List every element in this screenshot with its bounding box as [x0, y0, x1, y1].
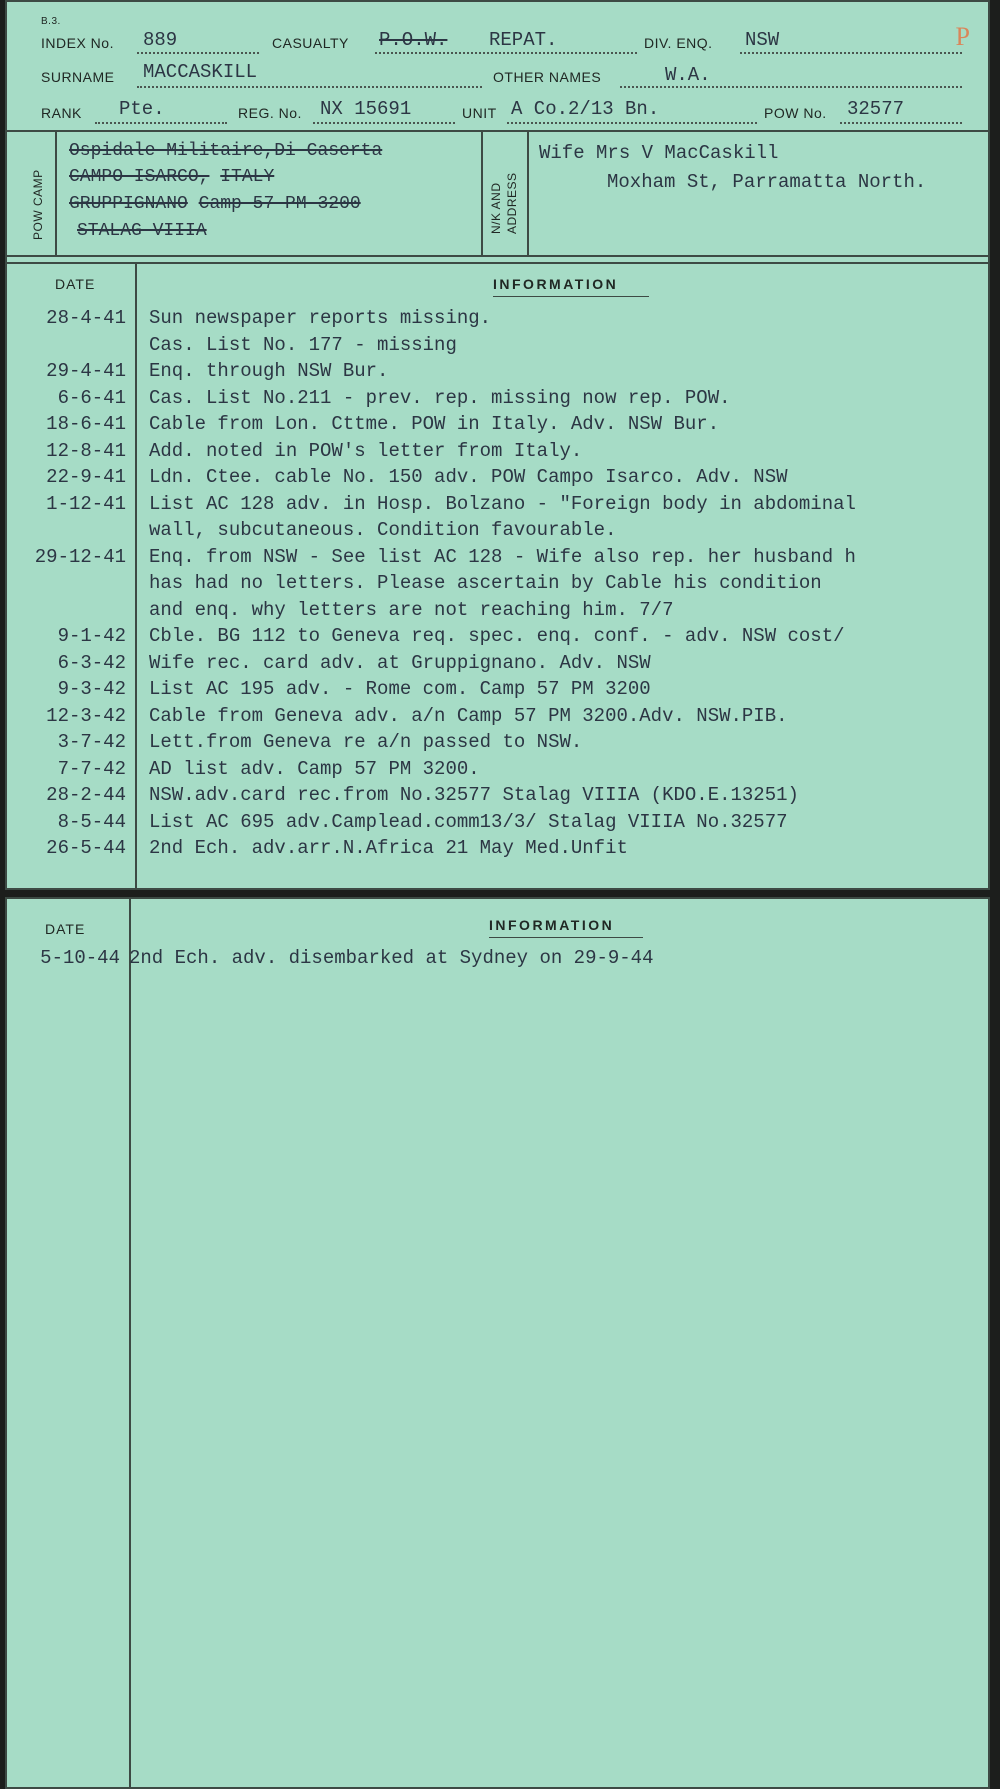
entry-row — [7, 519, 990, 543]
form-code: B.3. — [41, 16, 61, 27]
entry-row — [7, 625, 990, 649]
entry-text: Sun newspaper reports missing. — [149, 307, 492, 329]
entry-text: 2nd Ech. adv. disembarked at Sydney on 29-9-44 — [129, 947, 654, 969]
entry-text: Wife rec. card adv. at Gruppignano. Adv. NSW — [149, 651, 651, 674]
entry-text: Cble. BG 112 to Geneva req. spec. enq. conf. - adv. NSW cost/ — [149, 625, 845, 647]
div-enq-value: NSW — [745, 29, 780, 51]
entry-date: 3-7-42 — [57, 731, 126, 753]
pow-camp-line-3a: GRUPPIGNANO — [69, 194, 188, 214]
label-pow-no: POW No. — [764, 105, 827, 121]
label-reg-no: REG. No. — [238, 105, 302, 121]
label-surname: SURNAME — [41, 69, 115, 85]
rank-value: Pte. — [119, 98, 165, 120]
index-no-value: 889 — [143, 29, 178, 51]
nk-address-line-1: Wife Mrs V MacCaskill — [539, 142, 779, 164]
label-rank: RANK — [41, 105, 82, 121]
label-casualty: CASUALTY — [272, 35, 349, 51]
entry-text: Add. noted in POW's letter from Italy. — [149, 439, 583, 462]
pow-camp-line-2a: CAMPO-ISARCO, — [69, 167, 210, 187]
entry-date: 7-7-42 — [57, 757, 126, 780]
information-header: INFORMATION — [493, 276, 619, 292]
entry-row — [7, 466, 990, 490]
entry-date: 26-5-44 — [46, 837, 126, 859]
entry-date: 9-1-42 — [57, 625, 126, 647]
entry-text: Enq. from NSW - See list AC 128 - Wife also rep. her husband h — [149, 545, 856, 568]
date-header: DATE — [55, 276, 96, 292]
index-card-front — [5, 0, 990, 890]
entry-text: Enq. through NSW Bur. — [149, 360, 389, 382]
entry-row — [7, 546, 990, 570]
entry-date: 12-3-42 — [46, 704, 126, 727]
entry-row — [7, 811, 990, 835]
entry-row — [7, 784, 990, 808]
entry-row — [7, 360, 990, 384]
pow-camp-line-2b: ITALY — [220, 167, 275, 187]
entry-text: has had no letters. Please ascertain by Cable his condition — [149, 572, 822, 594]
entry-text: 2nd Ech. adv.arr.N.Africa 21 May Med.Unfit — [149, 837, 628, 859]
entry-row — [7, 440, 990, 464]
entry-text: NSW.adv.card rec.from No.32577 Stalag VIIIA (KDO.E.13251) — [149, 784, 799, 806]
reg-no-value: NX 15691 — [320, 98, 412, 120]
entry-row — [7, 678, 990, 702]
entry-row — [7, 572, 990, 596]
unit-value: A Co.2/13 Bn. — [511, 98, 660, 120]
entry-date: 29-4-41 — [46, 360, 126, 382]
pow-camp-line-2 — [69, 167, 274, 187]
information-header-continued: INFORMATION — [489, 917, 615, 933]
entry-date: 1-12-41 — [46, 492, 126, 515]
entry-text: Cas. List No.211 - prev. rep. missing now rep. POW. — [149, 386, 731, 409]
entry-row — [7, 837, 990, 861]
pow-no-value: 32577 — [847, 98, 905, 120]
label-other-names: OTHER NAMES — [493, 69, 602, 85]
date-header-continued: DATE — [45, 921, 86, 937]
entry-text: and enq. why letters are not reaching him. 7/7 — [149, 598, 674, 621]
corner-mark: P — [955, 22, 970, 51]
entry-text: List AC 695 adv.Camplead.comm13/3/ Stalag VIIIA No.32577 — [149, 810, 788, 833]
entry-row — [7, 652, 990, 676]
label-div-enq: DIV. ENQ. — [644, 35, 713, 51]
pow-camp-line-4: STALAG VIIIA — [77, 221, 207, 241]
surname-value: MACCASKILL — [143, 61, 258, 83]
casualty-value: REPAT. — [489, 29, 558, 51]
entry-date: 6-3-42 — [57, 651, 126, 674]
entry-date: 5-10-44 — [40, 947, 120, 969]
entry-text: wall, subcutaneous. Condition favourable. — [149, 519, 617, 541]
entry-row — [7, 387, 990, 411]
entry-text: AD list adv. Camp 57 PM 3200. — [149, 757, 480, 780]
entry-row — [7, 731, 990, 755]
entry-text: List AC 128 adv. in Hosp. Bolzano - "Foreign body in abdominal — [149, 492, 856, 515]
other-names-value: W.A. — [665, 64, 711, 86]
entry-row — [7, 334, 990, 358]
entry-text: Ldn. Ctee. cable No. 150 adv. POW Campo Isarco. Adv. NSW — [149, 466, 788, 488]
label-unit: UNIT — [462, 105, 497, 121]
label-pow-camp: POW CAMP — [31, 169, 45, 240]
entry-date: 28-2-44 — [46, 784, 126, 806]
label-index-no: INDEX No. — [41, 35, 114, 51]
entry-date: 8-5-44 — [57, 810, 126, 833]
entry-date: 12-8-41 — [46, 439, 126, 462]
entry-date: 29-12-41 — [34, 545, 126, 568]
pow-camp-line-3b: Camp 57 PM 3200 — [198, 194, 361, 214]
entry-row — [7, 947, 990, 971]
casualty-struck-value: P.O.W. — [379, 29, 448, 51]
entry-row — [7, 758, 990, 782]
label-nk-and: N/K AND — [489, 182, 503, 234]
entry-row — [7, 705, 990, 729]
entry-date: 22-9-41 — [46, 466, 126, 488]
entry-text: List AC 195 adv. - Rome com. Camp 57 PM 3200 — [149, 678, 651, 700]
nk-address-line-2: Moxham St, Parramatta North. — [607, 171, 927, 193]
entry-text: Cable from Lon. Cttme. POW in Italy. Adv. NSW Bur. — [149, 413, 720, 435]
entry-date: 6-6-41 — [57, 386, 126, 409]
pow-camp-line-1: Ospidale-Militaire,Di-Caserta — [69, 141, 383, 161]
index-card-back — [5, 897, 990, 1789]
entry-row — [7, 413, 990, 437]
entry-date: 28-4-41 — [46, 307, 126, 329]
label-address: ADDRESS — [505, 172, 519, 234]
entry-date: 18-6-41 — [46, 413, 126, 435]
entry-row — [7, 307, 990, 331]
entry-text: Cable from Geneva adv. a/n Camp 57 PM 3200.Adv. NSW.PIB. — [149, 704, 788, 727]
entry-row — [7, 599, 990, 623]
entry-date: 9-3-42 — [57, 678, 126, 700]
entry-text: Lett.from Geneva re a/n passed to NSW. — [149, 731, 583, 753]
pow-camp-line-3 — [69, 194, 361, 214]
entry-row — [7, 493, 990, 517]
entry-text: Cas. List No. 177 - missing — [149, 333, 457, 356]
